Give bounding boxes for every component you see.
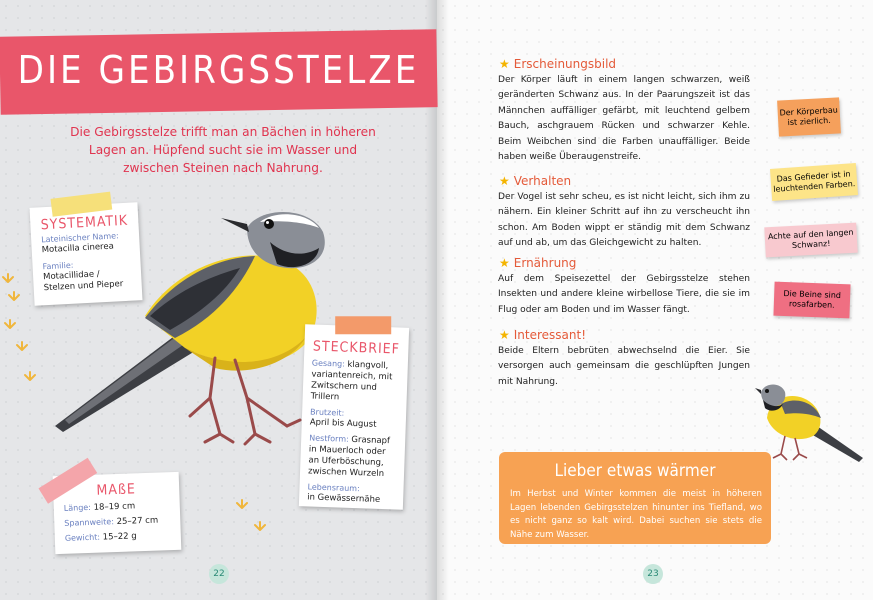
small-wagtail-illustration <box>755 378 867 464</box>
family-value: Motacillidae / Stelzen und Pieper <box>42 269 124 294</box>
sticky-note-beine: Die Beine sind rosafarben. <box>773 282 850 319</box>
sticky-note-schwanz: Achte auf den langen Schwanz! <box>764 223 857 258</box>
gewicht-label: Gewicht: <box>64 532 101 543</box>
steckbrief-card <box>299 324 409 510</box>
masse-card <box>53 472 182 554</box>
star-icon: ★ <box>499 256 510 270</box>
latin-value: Motacilla cinerea <box>41 241 115 256</box>
masse-title: MAßE <box>96 481 137 499</box>
section-body-ernaehrung: Auf dem Speisezettel der Gebirgsstelze stehen Insekten und andere kleine wirbellose Tiere, die sie im Flug oder am Boden und im Wasser fängt. <box>498 274 750 315</box>
star-icon: ★ <box>499 174 510 188</box>
page-title: DIE GEBIRGSSTELZE <box>17 48 420 92</box>
page-number-left: 22 <box>209 564 229 584</box>
family-label: Familie: <box>42 260 74 272</box>
page-number-right: 23 <box>643 564 663 584</box>
systematik-title: SYSTEMATIK <box>40 212 129 234</box>
lebensraum-label: Lebensraum: <box>307 482 360 494</box>
brutzeit-value: April bis August <box>309 417 377 430</box>
sticky-note-gefieder: Das Gefieder ist in leuchtenden Farben. <box>770 163 858 201</box>
info-box-text: Im Herbst und Winter kommen die meist in höheren Lagen lebenden Gebirgsstelzen hinunter ins Tiefland, wo es nicht ganz so kalt wird. Dabei suchen sie stets die Nähe zum Wasser. <box>510 489 762 540</box>
section-title-ernaehrung: ★ Ernährung <box>499 256 577 270</box>
star-icon: ★ <box>499 57 510 71</box>
laenge-label: Länge: <box>63 502 92 513</box>
latin-label: Lateinischer Name: <box>40 231 119 245</box>
section-body-interessant: Beide Eltern bebrüten abwechselnd die Eier. Sie versorgen auch gemeinsam die geschlüpften Jungen mit Nahrung. <box>498 346 750 387</box>
steckbrief-title: STECKBRIEF <box>312 338 401 358</box>
nest-value: Grasnapf in Mauerloch oder an Uferböschung, zwischen Wurzeln <box>307 434 391 480</box>
section-title-interessant: ★ Interessant! <box>499 328 587 342</box>
wagtail-illustration <box>25 198 335 448</box>
star-icon: ★ <box>499 328 510 342</box>
laenge-value: 18–19 cm <box>93 501 136 513</box>
intro-text: Die Gebirgsstelze trifft man an Bächen in höheren Lagen an. Hüpfend sucht sie im Wasser und zwischen Steinen nach Nahrung. <box>70 125 376 175</box>
nest-label: Nestform: <box>309 433 349 444</box>
footprints-bottom-icon <box>230 490 290 550</box>
section-title-verhalten: ★ Verhalten <box>499 174 572 188</box>
tape <box>335 316 391 334</box>
brutzeit-label: Brutzeit: <box>309 407 345 418</box>
gewicht-value: 15–22 g <box>102 531 137 543</box>
section-body-erscheinungsbild: Der Körper läuft in einem langen schwarzen, weiß geränderten Schwanz aus. In der Paarungszeit ist das Männchen auffälliger gefärbt, mit leuchtend gelbem Bauch, aschgrauem Rücken und schwarzer Kehle. Beim Weibchen sind die Farben unauffälliger. Beide haben weiße Überaugenstreife. <box>498 75 750 163</box>
section-title-erscheinungsbild: ★ Erscheinungsbild <box>499 57 617 71</box>
section-body-verhalten: Der Vogel ist sehr scheu, es ist nicht leicht, sich ihm zu nähern. Ein kleiner Schritt auf ihn zu verscheucht ihn schon. Am Boden wippt er ständig mit dem Schwanz auf und ab, um das Gleichgewicht zu halten. <box>498 192 750 249</box>
gesang-value: klangvoll, variantenreich, mit Zwitschern und Trillern <box>310 359 393 403</box>
lebensraum-value: in Gewässernähe <box>306 492 381 505</box>
info-box-title: Lieber etwas wärmer <box>554 461 716 481</box>
sticky-note-koerperbau: Der Körperbau ist zierlich. <box>777 97 841 136</box>
gesang-label: Gesang: <box>311 358 346 369</box>
spannweite-value: 25–27 cm <box>116 515 159 528</box>
spannweite-label: Spannweite: <box>64 517 115 528</box>
